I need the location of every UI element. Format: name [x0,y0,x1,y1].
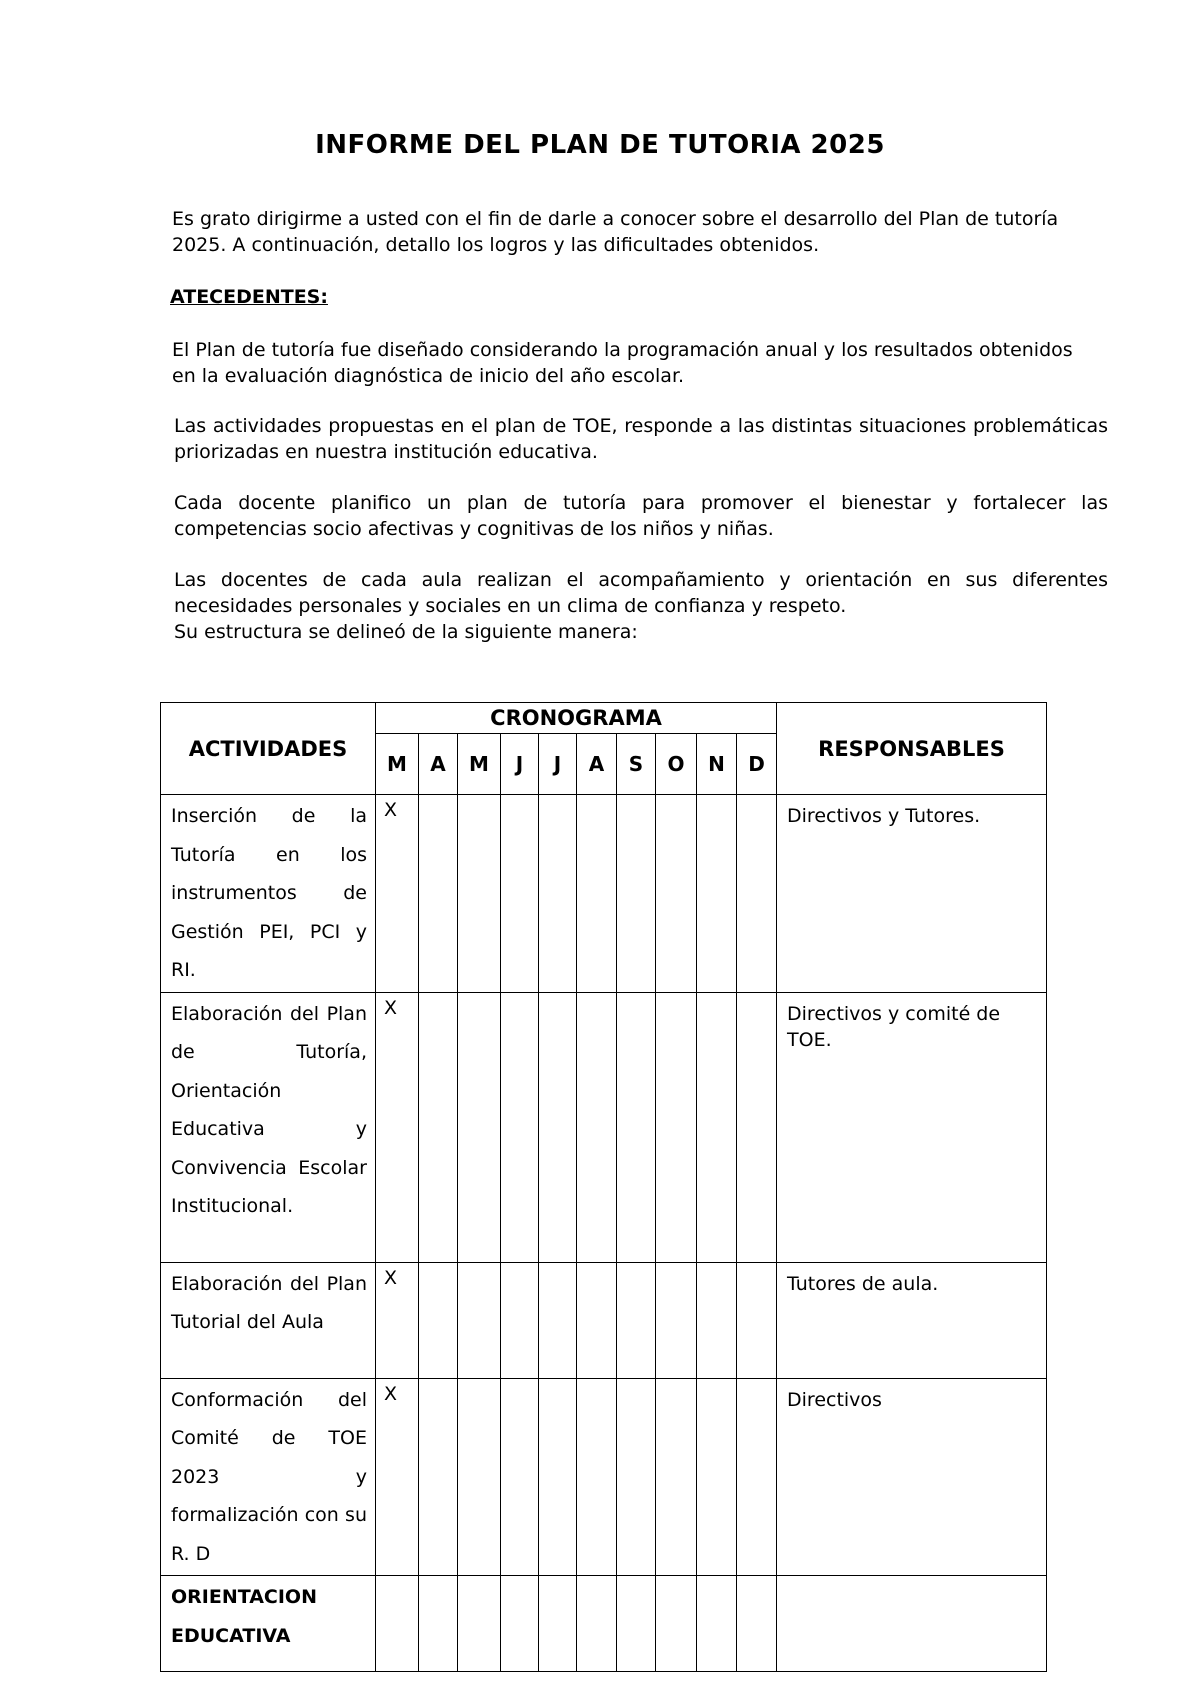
month-header: J [501,734,539,795]
month-cell [419,992,458,1262]
month-cell [656,992,697,1262]
month-header: J [539,734,577,795]
month-cell [458,795,501,993]
month-cell [501,992,539,1262]
header-activities: ACTIVIDADES [161,703,376,795]
month-cell [697,1378,737,1576]
month-cell [577,1262,617,1378]
month-cell [617,795,656,993]
month-header: O [656,734,697,795]
document-title: INFORME DEL PLAN DE TUTORIA 2025 [315,130,885,160]
month-cell [501,1576,539,1672]
month-cell [539,1576,577,1672]
month-cell [419,1576,458,1672]
month-cell [419,1262,458,1378]
month-cell [458,992,501,1262]
table-row [161,1576,1047,1672]
month-cell [577,1378,617,1576]
month-mark-cell: X [376,992,419,1262]
section-heading: ATECEDENTES: [170,286,328,308]
month-cell [737,1576,777,1672]
activity-cell: Elaboración del Plan de Tutoría, Orientación Educativa y Convivencia Escolar Institucional. [161,992,376,1262]
month-mark-cell: X [376,795,419,993]
month-cell [577,992,617,1262]
month-cell [539,795,577,993]
month-cell [501,1262,539,1378]
activity-cell: ORIENTACION EDUCATIVA [161,1576,376,1672]
month-cell [737,1378,777,1576]
responsible-cell: Directivos y comité de TOE. [777,992,1047,1262]
structure-intro: Su estructura se delineó de la siguiente manera: [174,621,638,643]
schedule-table [160,702,1047,1672]
month-header: M [376,734,419,795]
month-header: A [577,734,617,795]
month-cell [656,1576,697,1672]
activity-cell: Elaboración del Plan Tutorial del Aula [161,1262,376,1378]
month-header: N [697,734,737,795]
month-cell [501,795,539,993]
table-row [161,1262,1047,1378]
month-cell [737,1262,777,1378]
month-cell [577,1576,617,1672]
responsible-cell: Directivos y Tutores. [777,795,1047,993]
month-header: D [737,734,777,795]
table-header-row [161,703,1047,734]
background-paragraph-4-block [174,567,1108,645]
month-cell [656,1262,697,1378]
table-row [161,795,1047,993]
responsible-cell: Directivos [777,1378,1047,1576]
month-cell [458,1262,501,1378]
month-cell [419,795,458,993]
month-cell [419,1378,458,1576]
month-cell [458,1576,501,1672]
month-cell [617,1262,656,1378]
month-cell [539,992,577,1262]
month-cell [697,1576,737,1672]
month-cell [737,992,777,1262]
activity-cell: Conformación del Comité de TOE 2023 y formalización con su R. D [161,1378,376,1576]
background-paragraph-4: Las docentes de cada aula realizan el acompañamiento y orientación en sus diferentes necesidades personales y sociales en un clima de confianza y respeto. [174,569,1108,617]
month-cell [539,1262,577,1378]
month-cell [577,795,617,993]
month-cell [697,992,737,1262]
background-paragraph-2: Las actividades propuestas en el plan de TOE, responde a las distintas situaciones problemáticas priorizadas en nuestra institución educativa. [174,415,1108,463]
responsible-cell [777,1576,1047,1672]
table-row [161,1378,1047,1576]
background-paragraph-3: Cada docente planifico un plan de tutoría para promover el bienestar y fortalecer las competencias socio afectivas y cognitivas de los niños y niñas. [174,492,1108,540]
month-cell [697,1262,737,1378]
background-paragraph-1: El Plan de tutoría fue diseñado considerando la programación anual y los resultados obtenidos en la evaluación diagnóstica de inicio del año escolar. [172,339,1073,387]
month-cell [656,1378,697,1576]
month-cell [539,1378,577,1576]
header-responsible: RESPONSABLES [777,703,1047,795]
month-cell [617,1378,656,1576]
month-mark-cell [376,1576,419,1672]
month-cell [617,992,656,1262]
intro-paragraph: Es grato dirigirme a usted con el fin de darle a conocer sobre el desarrollo del Plan de tutoría 2025. A continuación, detallo los logros y las dificultades obtenidos. [172,208,1059,256]
month-mark-cell: X [376,1378,419,1576]
month-cell [697,795,737,993]
table-row [161,992,1047,1262]
month-header: S [617,734,656,795]
month-header: A [419,734,458,795]
month-cell [737,795,777,993]
activity-cell: Inserción de la Tutoría en los instrumentos de Gestión PEI, PCI y RI. [161,795,376,993]
month-mark-cell: X [376,1262,419,1378]
responsible-cell: Tutores de aula. [777,1262,1047,1378]
month-cell [617,1576,656,1672]
month-cell [656,795,697,993]
month-header: M [458,734,501,795]
month-cell [458,1378,501,1576]
month-cell [501,1378,539,1576]
header-schedule: CRONOGRAMA [376,703,777,734]
